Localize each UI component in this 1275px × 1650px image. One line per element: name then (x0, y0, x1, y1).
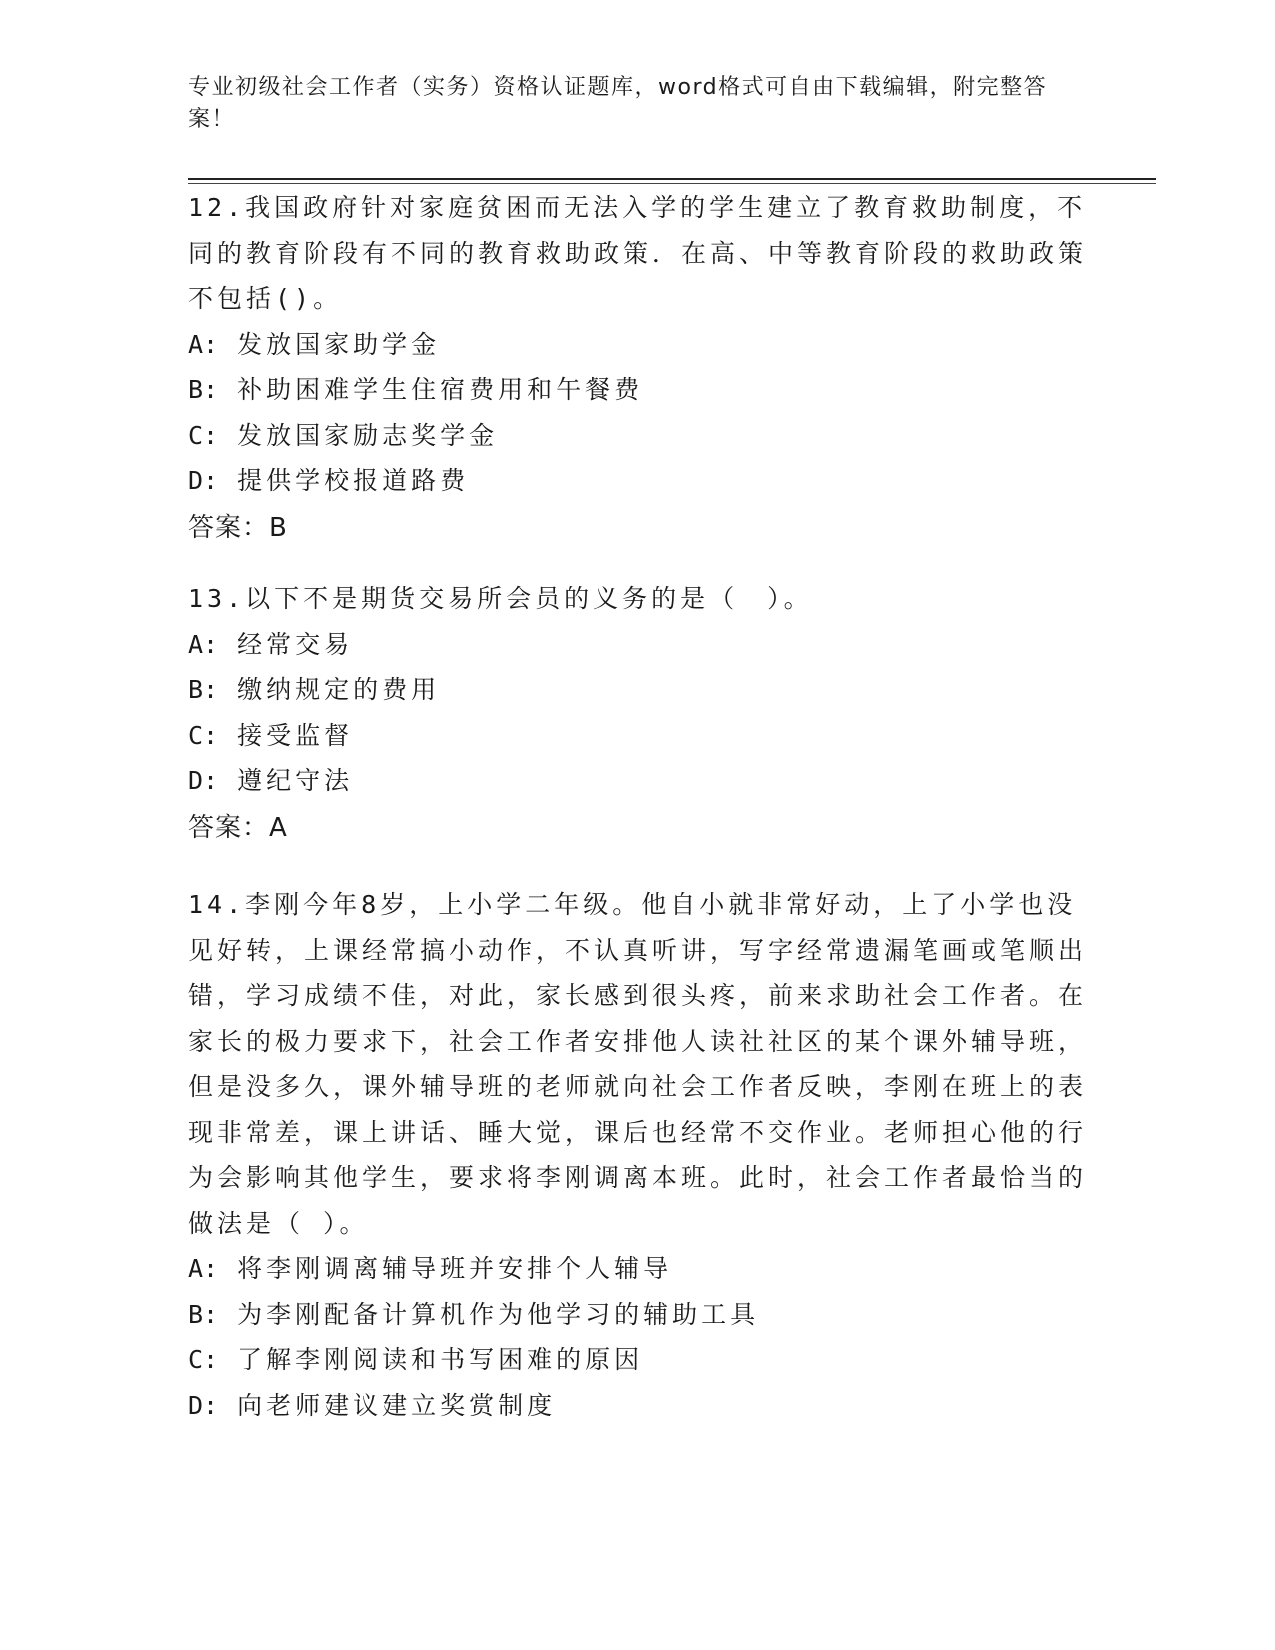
option-c (188, 1337, 1088, 1383)
option-a (188, 1246, 1088, 1292)
option-a (188, 622, 1088, 668)
option-c (188, 413, 1088, 459)
option-text: 发放国家助学金 (237, 329, 441, 359)
header-divider-thin (188, 183, 1156, 184)
option-d (188, 458, 1088, 504)
option-text: 补助困难学生住宿费用和午餐费 (237, 375, 644, 404)
option-text: 发放国家励志奖学金 (237, 420, 499, 450)
answer-label: 答案： (188, 812, 270, 843)
option-text: 接受监督 (237, 720, 354, 750)
option-c (188, 713, 1088, 759)
option-label: D: (188, 466, 219, 495)
option-text: 为李刚配备计算机作为他学习的辅助工具 (237, 1299, 760, 1329)
option-text: 遵纪守法 (237, 766, 354, 795)
option-label: A: (188, 1254, 219, 1283)
answer-value: A (269, 812, 288, 843)
option-b (188, 667, 1088, 713)
option-text: 经常交易 (237, 629, 354, 659)
option-text: 缴纳规定的费用 (237, 675, 441, 704)
option-label: C: (188, 1345, 219, 1374)
answer-label: 答案： (188, 512, 270, 543)
option-label: B: (188, 675, 219, 704)
question-12 (188, 185, 1088, 551)
answer-line (188, 506, 1088, 552)
option-label: B: (188, 1299, 219, 1329)
question-stem: 13.以下不是期货交易所会员的义务的是（ ）。 (188, 584, 813, 613)
option-label: C: (188, 720, 219, 750)
option-label: A: (188, 629, 219, 659)
option-label: D: (188, 1390, 219, 1420)
option-d (188, 1383, 1088, 1429)
question-stem: 14.李刚今年8岁，上小学二年级。他自小就非常好动，上了小学也没见好转，上课经常搞小动作，不认真听讲，写字经常遗漏笔画或笔顺出错，学习成绩不佳，对此，家长感到很头疼，前来求助社会工作者。在家长的极力要求下，社会工作者安排他人读社社区的某个课外辅导班，但是没多久，课外辅导班的老师就向社会工作者反映，李刚在班上的表现非常差，课上讲话、睡大觉，课后也经常不交作业。老师担心他的行为会影响其他学生，要求将李刚调离本班。此时，社会工作者最恰当的做法是（ ）。 (188, 890, 1088, 1238)
document-header: 专业初级社会工作者（实务）资格认证题库，word格式可自由下载编辑，附完整答案！ (188, 75, 1048, 132)
header-divider (188, 178, 1156, 180)
option-text: 了解李刚阅读和书写困难的原因 (237, 1345, 644, 1374)
question-14 (188, 882, 1088, 1428)
question-stem: 12.我国政府针对家庭贫困而无法入学的学生建立了教育救助制度，不同的教育阶段有不同的教育救助政策．在高、中等教育阶段的救助政策不包括()。 (188, 193, 1088, 313)
option-text: 提供学校报道路费 (237, 466, 470, 495)
option-label: B: (188, 375, 219, 404)
question-13 (188, 576, 1088, 851)
option-label: D: (188, 766, 219, 795)
option-a (188, 322, 1088, 368)
answer-line (188, 806, 1088, 852)
option-text: 将李刚调离辅导班并安排个人辅导 (237, 1254, 673, 1283)
option-text: 向老师建议建立奖赏制度 (237, 1390, 557, 1420)
option-label: A: (188, 329, 219, 359)
option-b (188, 1292, 1088, 1338)
option-label: C: (188, 420, 219, 450)
option-b (188, 367, 1088, 413)
option-d (188, 758, 1088, 804)
answer-value: B (269, 512, 288, 543)
